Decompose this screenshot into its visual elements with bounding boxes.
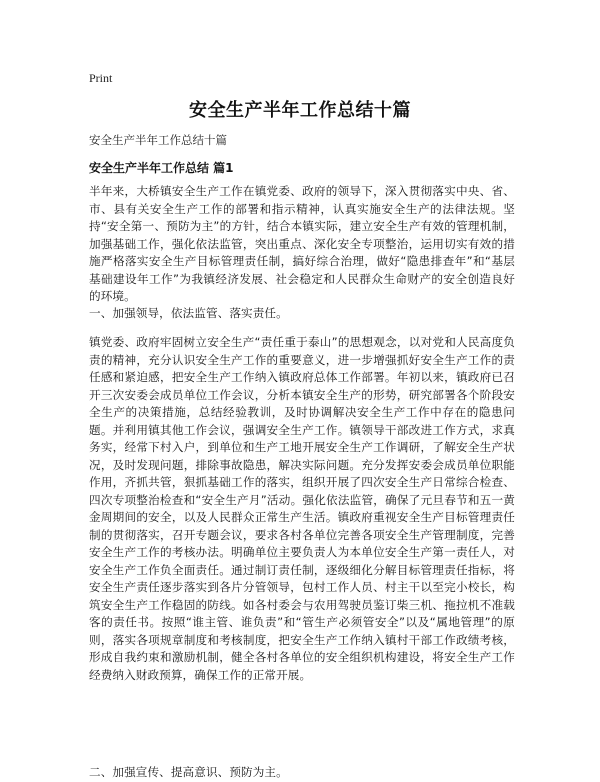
heading-point-2: 二、加强宣传、提高意识、预防为主。 bbox=[89, 765, 288, 779]
section-title: 安全生产半年工作总结 篇1 bbox=[89, 161, 234, 175]
heading-point-1: 一、加强领导，依法监管、落实责任。 bbox=[89, 306, 288, 320]
document-title: 安全生产半年工作总结十篇 bbox=[189, 100, 411, 121]
paragraph-point-1: 镇党委、政府牢固树立安全生产“责任重于泰山”的思想观念，以对党和人民高度负责的精神，充分认识安全生产工作的重要意义，进一步增强抓好安全生产工作的责任感和紧迫感，把安全生产工作纳入镇政府总体工作部署。年初以来，镇政府已召开三次安委会成员单位工作会议，分析本镇安全生产的形势，研究部署各个阶段安全生产的决策措施，总结经验教训，及时协调解决安全生产工作中存在的隐患问题。并利用镇其他工作会议，强调安全生产工作。镇领导干部改进工作方式，求真务实，经常下村入户，到单位和生产工地开展安全生产工作调研，了解安全生产状况，及时发现问题，排除事故隐患，解决实际问题。充分发挥安委会成员单位职能作用，齐抓共管，狠抓基础工作的落实，组织开展了四次安全生产日常综合检查、四次专项整治检查和“安全生产月”活动。强化依法监管，确保了元旦春节和五一黄金周期间的安全，以及人民群众正常生产生活。镇政府重视安全生产目标管理责任制的贯彻落实，召开专题会议，要求各村各单位完善各项安全生产管理制度，完善安全生产工作的考核办法。明确单位主要负责人为本单位安全生产第一责任人，对安全生产工作负全面责任。通过制订责任制，逐级细化分解目标管理责任指标，将安全生产责任逐步落实到各片分管领导，包村工作人员、村主干以至完小校长，构筑安全生产工作稳固的防线。如各村委会与农用驾驶员鉴订柴三机、拖拉机不准载客的责任书。按照“谁主管、谁负责”和“管生产必须管安全”以及“属地管理”的原则，落实各项规章制度和考核制度，把安全生产工作纳入镇村干部工作政绩考核，形成自我约束和激励机制，健全各村各单位的安全组织机构建设，将安全生产工作经费纳入财政预算，确保工作的正常开展。 bbox=[89, 335, 515, 682]
print-label[interactable]: Print bbox=[89, 71, 113, 85]
paragraph-intro: 半年来，大桥镇安全生产工作在镇党委、政府的领导下，深入贯彻落实中央、省、市、县有关安全生产工作的部署和指示精神，认真实施安全生产的法律法规。坚持“安全第一、预防为主”的方针，结合本镇实际，建立安全生产有效的管理机制，加强基础工作，强化依法监管，突出重点、深化安全专项整治，运用切实有效的措施严格落实安全生产目标管理责任制，搞好综合治理，做好“隐患排查年”和“基层基础建设年工作”为我镇经济发展、社会稳定和人民群众生命财产的安全创造良好的环境。 bbox=[89, 184, 515, 303]
document-subtitle: 安全生产半年工作总结十篇 bbox=[89, 133, 227, 147]
